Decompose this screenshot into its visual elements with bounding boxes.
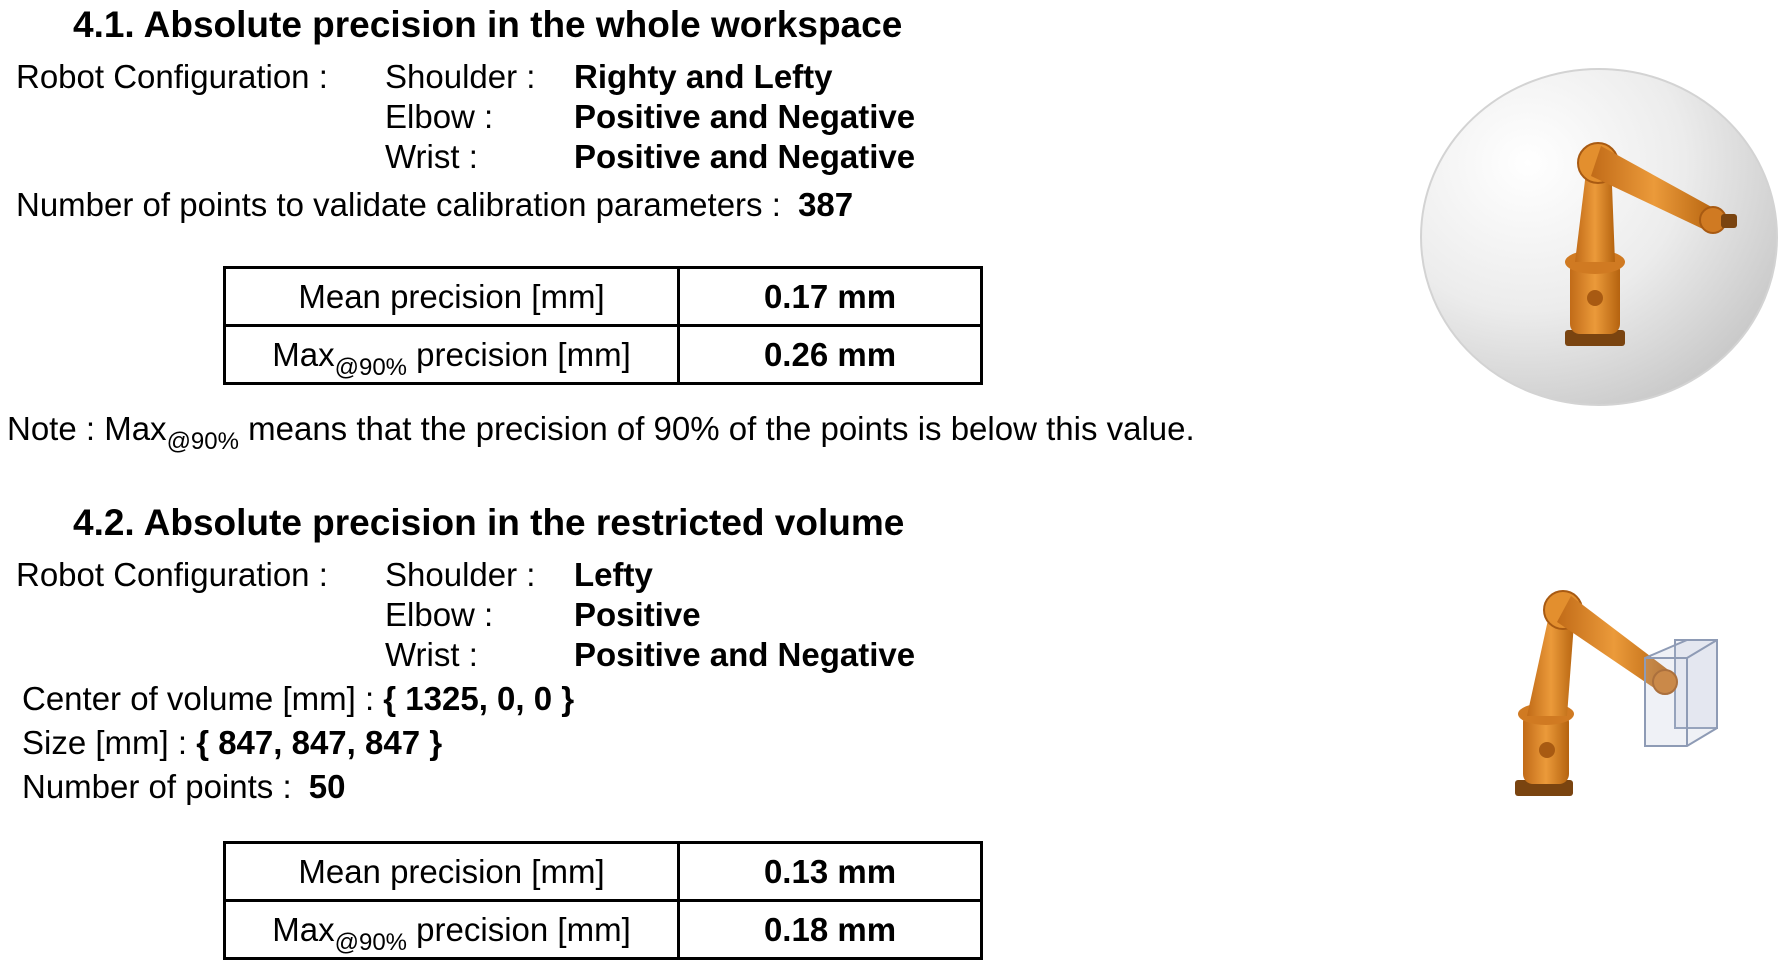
s2-shoulder-value: Lefty [574,556,653,593]
s1-note: Note : Max$_{@90\%}$ means that the precision of 90% of the points is below this value. [7,410,1195,455]
s1-elbow-label: Elbow : [385,98,494,135]
s2-size-line [22,724,442,762]
table-row [225,843,982,901]
restricted-volume-figure [1495,582,1735,802]
s2-size-value: { 847, 847, 847 } [196,724,443,761]
section-2-heading: 4.2. Absolute precision in the restricted volume [73,502,905,543]
s2-points-label: Number of points : [22,768,292,805]
table-row [225,901,982,959]
s1-points-value: 387 [798,186,854,223]
s1-max-value: 0.26 mm [679,326,982,384]
s2-shoulder-label: Shoulder : [385,556,536,593]
s1-points-line [16,186,853,224]
s2-precision-table [223,841,983,960]
s1-points-label: Number of points to validate calibration parameters : [16,186,781,223]
s2-elbow-label: Elbow : [385,596,494,633]
s2-points-line [22,768,346,806]
s1-mean-label: Mean precision [mm] [225,268,679,326]
s2-wrist-value: Positive and Negative [574,636,916,673]
s2-points-value: 50 [308,768,346,805]
section-1-heading: 4.1. Absolute precision in the whole workspace [73,4,903,45]
s1-precision-table [223,266,983,385]
s2-wrist-label: Wrist : [385,636,478,673]
s2-mean-label: Mean precision [mm] [225,843,679,901]
s2-mean-value: 0.13 mm [679,843,982,901]
workspace-sphere-figure [1415,62,1782,412]
s2-size-label: Size [mm] : [22,724,197,761]
table-row [225,268,982,326]
cube-front-icon [1645,640,1717,746]
s2-max-value: 0.18 mm [679,901,982,959]
s1-mean-value: 0.17 mm [679,268,982,326]
s2-elbow-value: Positive [574,596,701,633]
s1-wrist-label: Wrist : [385,138,478,175]
s2-center-label: Center of volume [mm] : [22,680,384,717]
table-row [225,326,982,384]
s2-max-label: Max$_{@90\%}$ precision [mm] [225,901,679,959]
s1-elbow-value: Positive and Negative [574,98,916,135]
s1-wrist-value: Positive and Negative [574,138,916,175]
s1-shoulder-value: Righty and Lefty [574,58,833,95]
s2-center-value: { 1325, 0, 0 } [383,680,575,717]
s1-shoulder-label: Shoulder : [385,58,536,95]
s2-center-line [22,680,574,718]
s1-config-label: Robot Configuration : [16,58,328,95]
s2-config-label: Robot Configuration : [16,556,328,593]
s1-max-label: Max$_{@90\%}$ precision [mm] [225,326,679,384]
